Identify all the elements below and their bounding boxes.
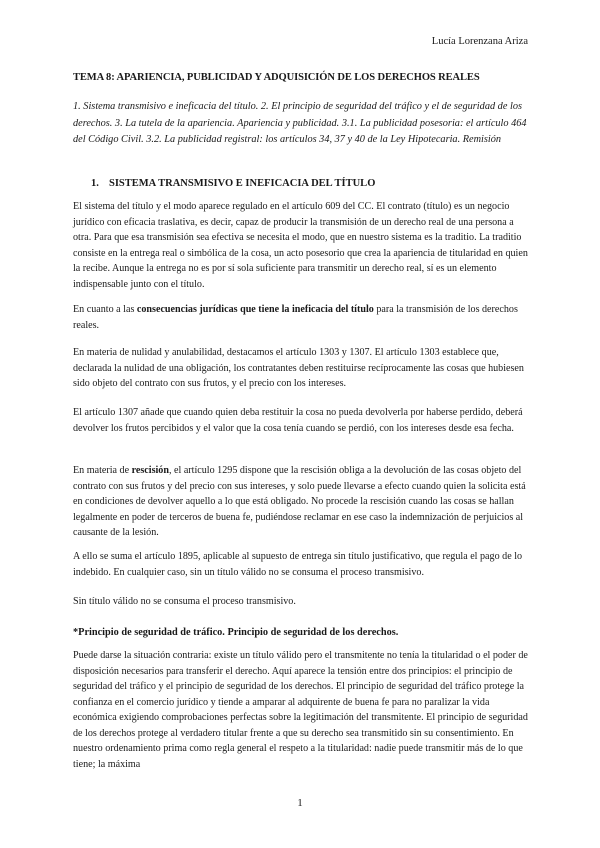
page-number: 1: [297, 797, 303, 809]
paragraph: A ello se suma el artículo 1895, aplicable al supuesto de entrega sin título justificativo, que regula el pago de lo indebido. En cualquier caso, sin un título válido no se consuma el proceso transmisivo.: [73, 551, 523, 578]
section-number: 1.: [91, 178, 99, 189]
section-title: SISTEMA TRANSMISIVO E INEFICACIA DEL TÍTULO: [109, 178, 376, 189]
paragraph: Puede darse la situación contraria: existe un título válido pero el transmitente no tenía la titularidad o el poder de disposición necesarios para transferir el derecho. Aquí aparece la tensión entre dos principios: el principio de seguridad del tráfico y el principio de seguridad de los derechos. El principio de seguridad del tráfico protege la confianza en el comercio jurídico y tiende a amparar al adquirente de buena fe para no paralizar la vida económica exigiendo comprobaciones perfectas sobre la legitimación del transmitente. El principio de seguridad de los derechos protege al verdadero titular frente a que su derecho sea transmitido sin su consentimiento. En nuestro ordenamiento prima como regla general el respeto a la titularidad: nadie puede transmitir más de lo que tiene; la máxima: [73, 650, 528, 770]
paragraph-text: En materia de: [73, 465, 132, 476]
bold-phrase: consecuencias jurídicas que tiene la ineficacia del título: [136, 304, 374, 315]
paragraph: Sin título válido no se consuma el proceso transmisivo.: [73, 596, 296, 607]
subheading: *Principio de seguridad de tráfico. Principio de seguridad de los derechos.: [73, 627, 399, 638]
bold-phrase: rescisión: [131, 465, 169, 476]
section-heading: [91, 178, 375, 189]
paragraph: En materia de nulidad y anulabilidad, destacamos el artículo 1303 y 1307. El artículo 1303 establece que, declarada la nulidad de una obligación, los contratantes deben restituirse recíprocamente las cosas que hubiesen sido objeto del contrato con sus frutos, y el precio con los intereses.: [73, 347, 524, 389]
paragraph: El artículo 1307 añade que cuando quien deba restituir la cosa no pueda devolverla por haberse perdido, deberá devolver los frutos percibidos y el valor que la cosa tenía cuando se perdió, con los intereses desde esa fecha.: [73, 407, 523, 434]
document-title: TEMA 8: APARIENCIA, PUBLICIDAD Y ADQUISICIÓN DE LOS DERECHOS REALES: [73, 72, 480, 83]
author-name: Lucía Lorenzana Ariza: [431, 36, 528, 47]
paragraph-text: para la transmisión de los derechos reales.: [73, 304, 518, 331]
paragraph-text: En cuanto a las: [73, 304, 137, 315]
paragraph: [73, 302, 529, 333]
topic-summary: 1. Sistema transmisivo e ineficacia del título. 2. El principio de seguridad del tráfico y el de seguridad de los derechos. 3. La tutela de la apariencia. Apariencia y publicidad. 3.1. La publicidad posesoria: el artículo 464 del Código Civil. 3.2. La publicidad registral: los artículos 34, 37 y 40 de la Ley Hipotecaria. Remisión: [73, 101, 527, 145]
paragraph: El sistema del título y el modo aparece regulado en el artículo 609 del CC. El contrato (título) es un negocio jurídico con eficacia traslativa, es decir, capaz de producir la transmisión de un derecho real de una persona a otra. Para que esa transmisión sea efectiva se necesita el modo, que en nuestro sistema es la traditio. La traditio consiste en la entrega real o simbólica de la cosa, un acto posesorio que crea la apariencia de titularidad en quien la recibe. Aunque la entrega no es por sí sola suficiente para transmitir un derecho real, sí es un elemento indispensable junto con el título.: [73, 201, 528, 290]
paragraph: [73, 463, 529, 541]
paragraph-text: , el artículo 1295 dispone que la rescisión obliga a la devolución de las cosas objeto del contrato con sus frutos y del precio con sus intereses, y solo puede llevarse a efecto cuando quien la solicita está en condiciones de devolver aquello a lo que está obligado. No procede la rescisión cuando las cosas se hallan legalmente en poder de terceros de buena fe, pudiéndose reclamar en ese caso la indemnización de perjuicios al causante de la lesión.: [73, 465, 526, 538]
